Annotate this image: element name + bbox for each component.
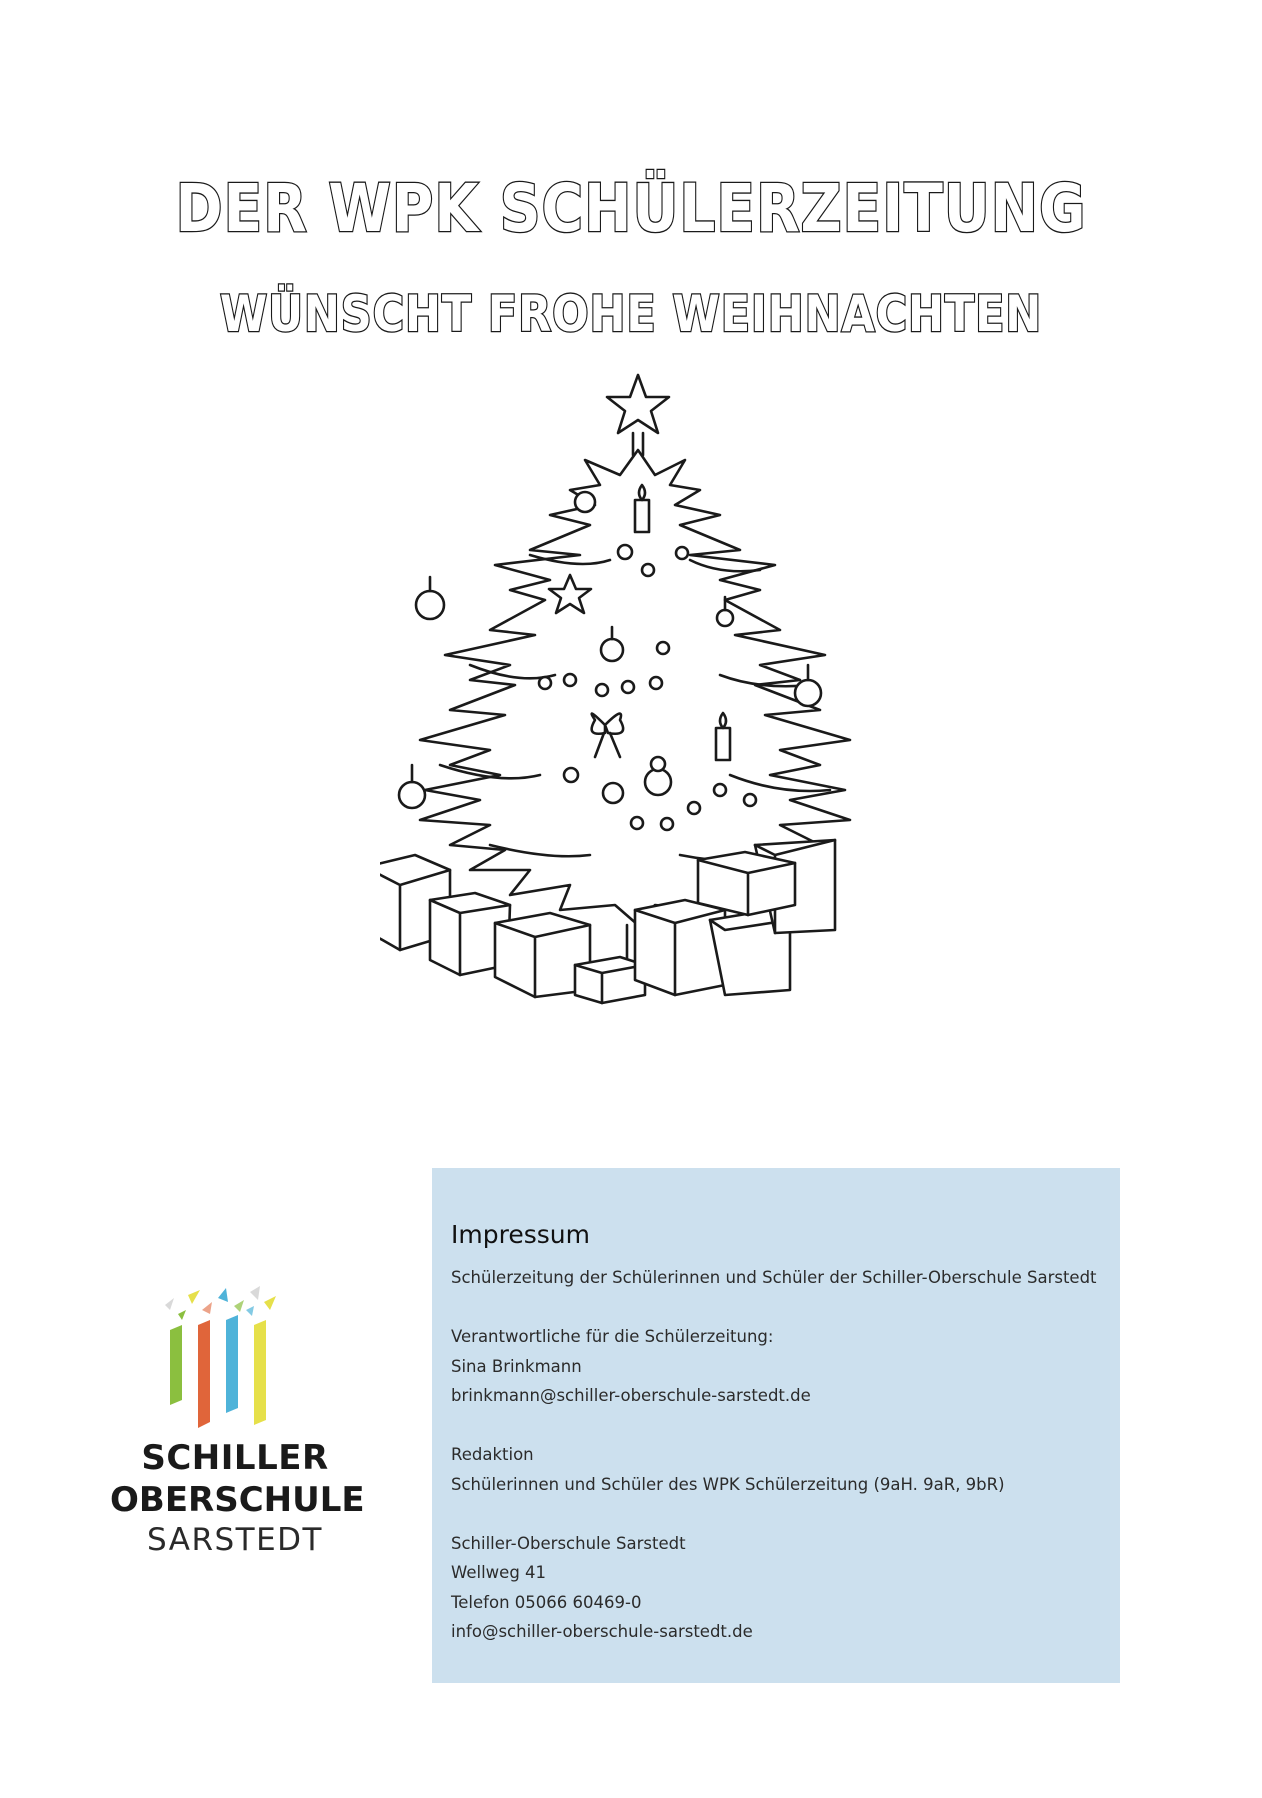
headline-line-2: WÜNSCHT FROHE WEIHNACHTEN [219, 285, 1043, 343]
impressum-box [432, 1168, 1120, 1683]
responsible-email: brinkmann@schiller-oberschule-sarstedt.de [451, 1386, 811, 1405]
school-logo [110, 1280, 365, 1560]
school-email: info@schiller-oberschule-sarstedt.de [451, 1622, 753, 1641]
impressum-subtitle: Schülerzeitung der Schülerinnen und Schüler der Schiller-Oberschule Sarstedt [451, 1268, 1097, 1287]
school-name: Schiller-Oberschule Sarstedt [451, 1533, 686, 1553]
responsible-name: Sina Brinkmann [451, 1356, 582, 1376]
logo-line-3: SARSTEDT [146, 1522, 323, 1558]
headline-line-1: DER WPK SCHÜLERZEITUNG [175, 170, 1087, 247]
editorial-label: Redaktion [451, 1445, 534, 1464]
logo-stripes-icon [160, 1280, 300, 1430]
editorial-text: Schülerinnen und Schüler des WPK Schülerzeitung (9aH. 9aR, 9bR) [451, 1474, 1005, 1494]
logo-line-2: OBERSCHULE [110, 1480, 365, 1520]
school-street: Wellweg 41 [451, 1563, 547, 1582]
school-phone: Telefon 05066 60469-0 [451, 1592, 642, 1612]
impressum-title: Impressum [451, 1220, 590, 1249]
responsible-label: Verantwortliche für die Schülerzeitung: [451, 1327, 774, 1346]
logo-line-1: SCHILLER [141, 1438, 329, 1478]
christmas-tree-with-presents-icon [380, 365, 900, 1045]
